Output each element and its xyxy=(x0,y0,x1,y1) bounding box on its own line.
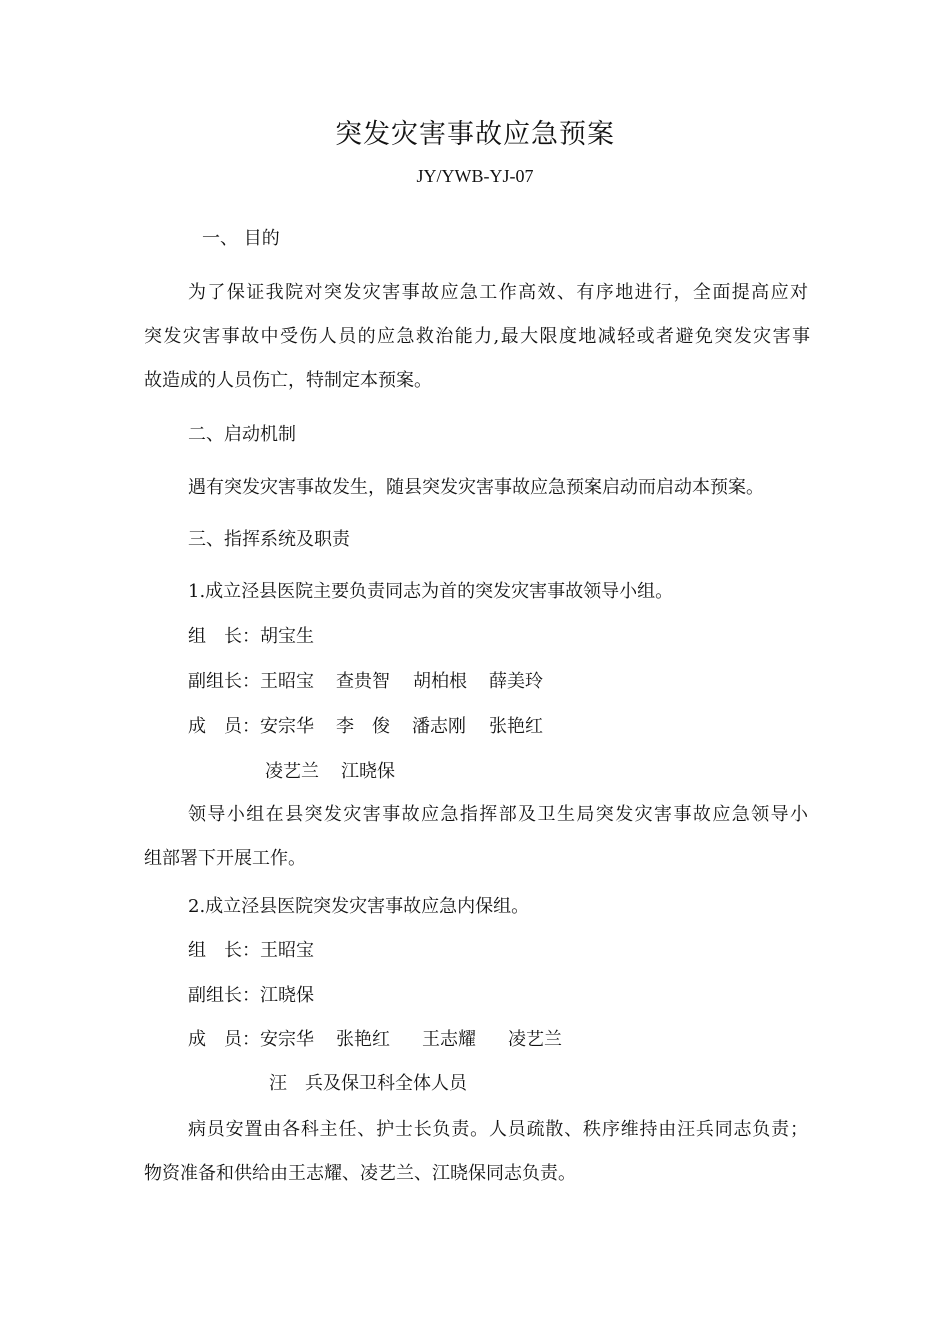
leader-label: 组 长： xyxy=(188,626,260,647)
group2-deputy-row xyxy=(188,984,314,1008)
group1-leader-row xyxy=(188,625,314,649)
purpose-paragraph-line: 突发灾害事故中受伤人员的应急救治能力,最大限度地减轻或者避免突发灾害事 xyxy=(144,326,810,347)
member-name: 安宗华 xyxy=(260,716,314,737)
section-heading-purpose: 一、 目的 xyxy=(202,228,280,249)
group2-note-line: 物资准备和供给由王志耀、凌艺兰、江晓保同志负责。 xyxy=(144,1163,576,1184)
member-label: 成 员： xyxy=(188,716,260,737)
leader-label: 组 长： xyxy=(188,940,260,961)
member-name: 潘志刚 xyxy=(412,716,466,737)
deputy-name: 薛美玲 xyxy=(489,671,543,692)
group2-members-row xyxy=(188,1028,562,1052)
leader-name: 王昭宝 xyxy=(260,940,314,961)
group1-note-line: 组部署下开展工作。 xyxy=(144,848,306,869)
member-label: 成 员： xyxy=(188,1029,260,1050)
deputy-label: 副组长： xyxy=(188,671,260,692)
group1-deputy-row xyxy=(188,670,543,694)
group1-members-row xyxy=(188,715,543,739)
deputy-label: 副组长： xyxy=(188,985,260,1006)
member-name: 张艳红 xyxy=(489,716,543,737)
group2-leader-row xyxy=(188,939,314,963)
group2-note-line: 病员安置由各科主任、护士长负责。人员疏散、秩序维持由汪兵同志负责； xyxy=(188,1119,808,1140)
member-name: 江晓保 xyxy=(341,761,395,782)
purpose-paragraph-line: 故造成的人员伤亡，特制定本预案。 xyxy=(144,370,432,391)
group2-heading: 2.成立泾县医院突发灾害事故应急内保组。 xyxy=(188,896,530,917)
member-name: 李 俊 xyxy=(336,716,390,737)
section-heading-startup: 二、启动机制 xyxy=(188,424,296,445)
group2-members-row-continued: 汪 兵及保卫科全体人员 xyxy=(269,1073,467,1094)
member-name: 安宗华 xyxy=(260,1029,314,1050)
member-name: 王志耀 xyxy=(422,1029,476,1050)
group1-note-line: 领导小组在县突发灾害事故应急指挥部及卫生局突发灾害事故应急领导小 xyxy=(188,804,808,825)
leader-name: 胡宝生 xyxy=(260,626,314,647)
document-code: JY/YWB-YJ-07 xyxy=(416,166,534,186)
deputy-name: 胡柏根 xyxy=(413,671,467,692)
member-name: 凌艺兰 xyxy=(265,761,319,782)
document-title: 突发灾害事故应急预案 xyxy=(335,119,615,150)
deputy-name: 江晓保 xyxy=(260,985,314,1006)
deputy-name: 查贵智 xyxy=(336,671,390,692)
purpose-paragraph-line: 为了保证我院对突发灾害事故应急工作高效、有序地进行，全面提高应对 xyxy=(188,282,808,303)
deputy-name: 王昭宝 xyxy=(260,671,314,692)
member-name: 张艳红 xyxy=(336,1029,390,1050)
group1-members-row-continued xyxy=(265,760,395,784)
section-heading-command: 三、指挥系统及职责 xyxy=(188,529,350,550)
startup-paragraph: 遇有突发灾害事故发生，随县突发灾害事故应急预案启动而启动本预案。 xyxy=(188,477,764,498)
member-name: 凌艺兰 xyxy=(508,1029,562,1050)
group1-heading: 1.成立泾县医院主要负责同志为首的突发灾害事故领导小组。 xyxy=(188,581,674,602)
